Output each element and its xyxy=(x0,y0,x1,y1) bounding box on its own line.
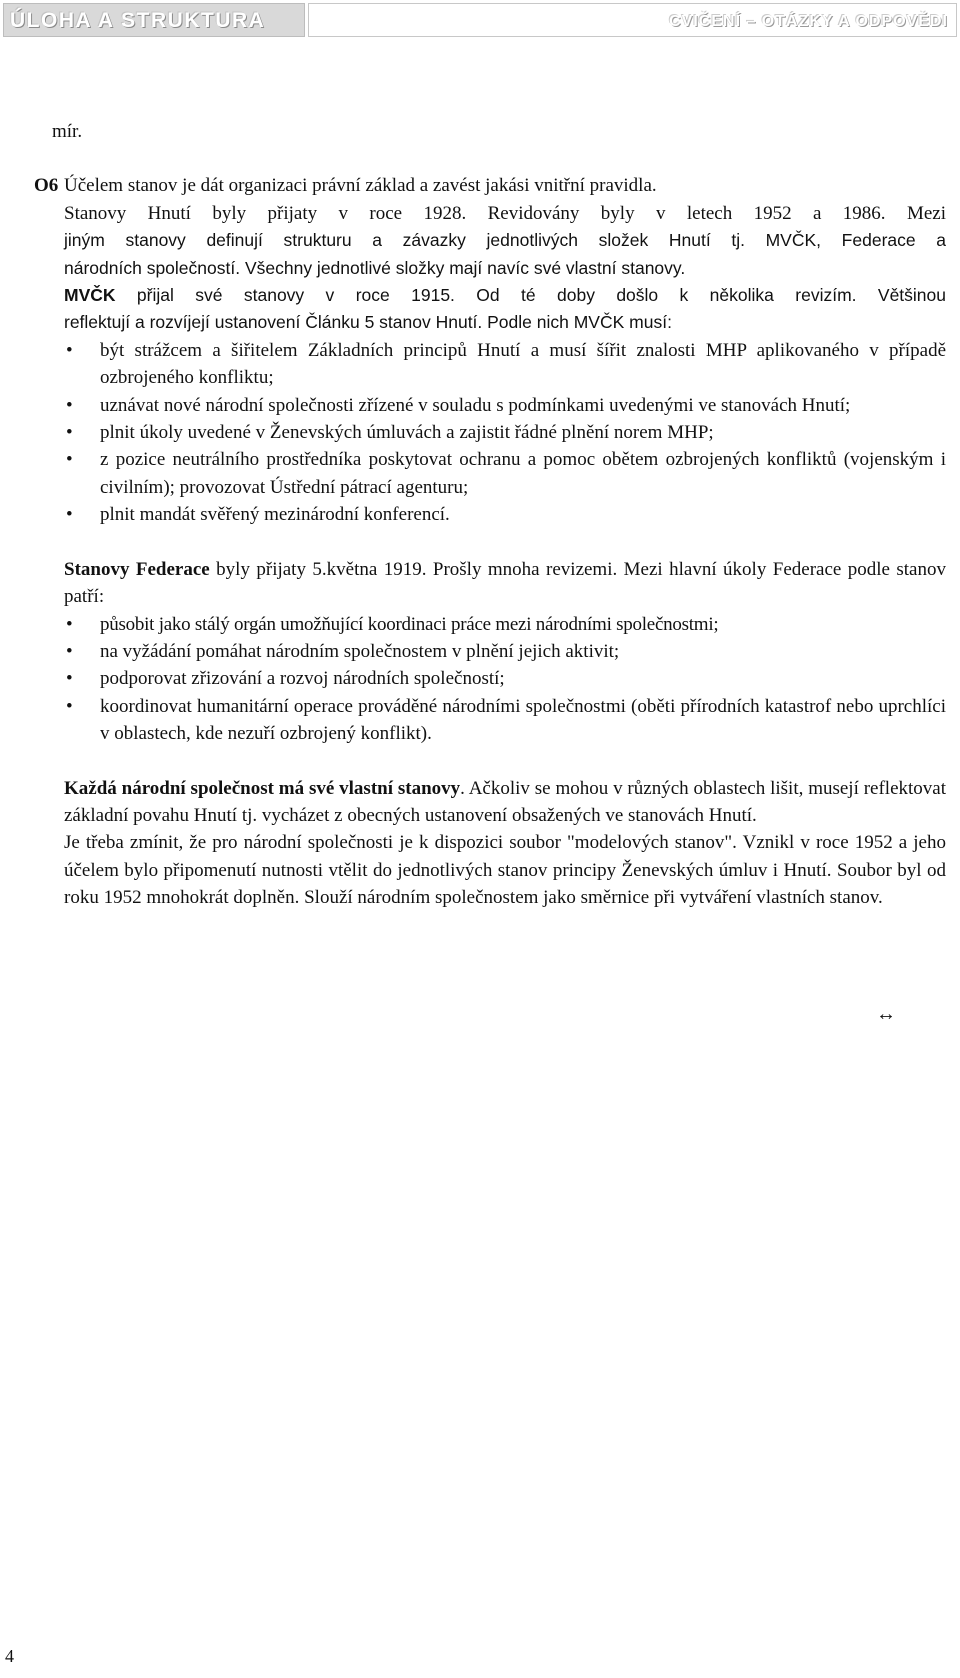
bullet-icon: • xyxy=(66,640,73,662)
federation-text: byly přijaty 5.května 1919. Prošly mnoha revizemi. Mezi hlavní úkoly Federace podle stanov patří: xyxy=(64,558,946,608)
section-o6 xyxy=(34,172,950,911)
page-header xyxy=(3,3,957,39)
national-societies-bold: Každá národní společnost má své vlastní stanovy xyxy=(64,777,461,799)
mvck-bold: MVČK xyxy=(64,285,116,306)
bullet-icon: • xyxy=(66,449,73,471)
paragraph-national-societies xyxy=(64,775,946,830)
bullet-icon: • xyxy=(66,668,73,690)
list-item: • být strážcem a šiřitelem Základních principů Hnutí a musí šířit znalosti MHP aplikovaného v případě ozbrojeného konfliktu; xyxy=(64,337,946,392)
document-body xyxy=(34,118,950,912)
paragraph-model-statutes: Je třeba zmínit, že pro národní společnosti je k dispozici soubor "modelových stanov". Vznikl v roce 1952 a jeho účelem bylo připomenutí nutnosti vtělit do jednotlivých stanov principy Ženevských úmluv i Hnutí. Soubor byl od roku 1952 mnohokrát doplněn. Slouží národním společnostem jako směrnice při vytváření vlastních stanov. xyxy=(64,832,946,909)
header-left-title: ÚLOHA A STRUKTURA xyxy=(3,3,305,37)
bullet-icon: • xyxy=(66,339,73,361)
list-item: • na vyžádání pomáhat národním společnostem v plnění jejich aktivit; xyxy=(64,638,946,665)
list-item: • plnit úkoly uvedené v Ženevských úmluvách a zajistit řádné plnění norem MHP; xyxy=(64,419,946,446)
bullet-icon: • xyxy=(66,394,73,416)
paragraph-mvck-line-2: reflektují a rozvíjejí ustanovení Článku 5 stanov Hnutí. Podle nich MVČK musí: xyxy=(64,312,672,333)
federation-tasks-list xyxy=(64,611,946,748)
paragraph-purpose-line-1: Účelem stanov je dát organizaci právní základ a zavést jakási vnitřní pravidla. xyxy=(64,175,657,197)
bullet-icon: • xyxy=(66,504,73,526)
bullet-icon: • xyxy=(66,613,73,635)
section-label: O6 xyxy=(34,175,59,197)
list-item: • plnit mandát svěřený mezinárodní konferencí. xyxy=(64,501,946,528)
mvck-text: přijal své stanovy v roce 1915. Od té doby došlo k několika revizím. Většinou xyxy=(115,285,946,306)
paragraph-purpose-line-2: Stanovy Hnutí byly přijaty v roce 1928. Revidovány byly v letech 1952 a 1986. Mezi xyxy=(64,202,946,224)
list-item: • uznávat nové národní společnosti zřízené v souladu s podmínkami uvedenými ve stanovách Hnutí; xyxy=(64,392,946,419)
mvck-duties-list xyxy=(64,337,946,529)
paragraph-purpose-line-3: jiným stanovy definují strukturu a závazky jednotlivých složek Hnutí tj. MVČK, Federace a xyxy=(64,230,946,251)
double-arrow-icon: ↔ xyxy=(876,1003,896,1025)
list-item: • koordinovat humanitární operace prováděné národními společnostmi (oběti přírodních katastrof nebo uprchlíci v oblastech, kde nezuří ozbrojený konflikt). xyxy=(64,693,946,748)
national-societies-text: . Ačkoliv se mohou v různých oblastech lišit, musejí reflektovat základní povahu Hnutí tj. vycházet z obecných ustanovení obsažených ve stanovách Hnutí. xyxy=(64,777,947,826)
paragraph-mvck-line-1 xyxy=(64,282,946,309)
paragraph-purpose-line-4: národních společností. Všechny jednotlivé složky mají navíc své vlastní stanovy. xyxy=(64,257,686,278)
bullet-icon: • xyxy=(66,422,73,444)
federation-bold: Stanovy Federace xyxy=(64,558,210,580)
list-item: • působit jako stálý orgán umožňující koordinaci práce mezi národními společnostmi; xyxy=(64,611,946,638)
section-content xyxy=(64,172,946,911)
page-number: 4 xyxy=(5,1646,14,1666)
bullet-icon: • xyxy=(66,695,73,717)
list-item: • podporovat zřizování a rozvoj národních společností; xyxy=(64,665,946,692)
header-right-title: CVIČENÍ – OTÁZKY A ODPOVĚDI xyxy=(308,3,957,37)
list-item: • z pozice neutrálního prostředníka poskytovat ochranu a pomoc obětem ozbrojených konfliktů (vojenským i civilním); provozovat Ústřední pátrací agenturu; xyxy=(64,446,946,501)
paragraph-federation xyxy=(64,556,946,611)
intro-text: mír. xyxy=(52,121,83,142)
